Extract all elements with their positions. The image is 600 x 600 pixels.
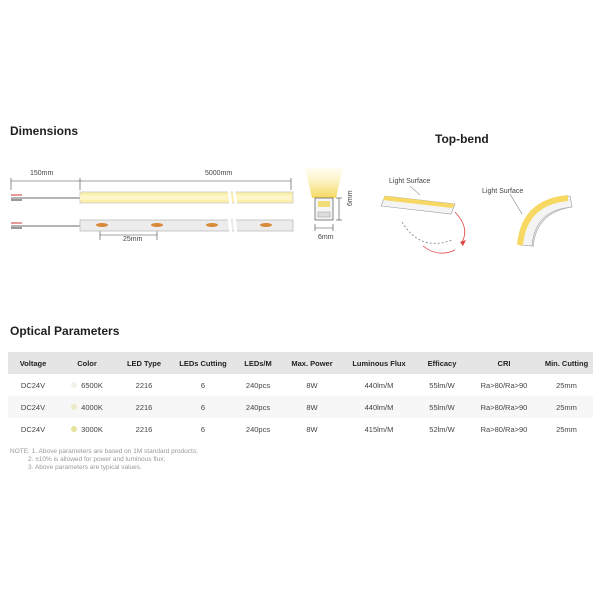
table-header-row [8,352,593,374]
height-label: 6mm [347,190,354,206]
cell-cri: Ra>80/Ra>90 [468,396,540,418]
cell-efficacy: 52lm/W [429,424,455,434]
cell-efficacy: 55lm/W [429,380,455,390]
dimensions-title: Dimensions [10,124,79,138]
color-swatch-icon [71,426,77,432]
cell-color-label: 6500K [81,380,103,390]
light-surface-label-right: Light Surface [482,188,524,195]
header-cri: CRI [468,352,540,374]
cell-color [58,396,116,418]
header-voltage: Voltage [8,352,58,374]
optical-parameters-title: Optical Parameters [10,324,120,338]
cell-color [58,374,116,396]
cell-max-power: 8W [306,424,318,434]
header-leds-per-m: LEDs/M [234,352,282,374]
note-line: 2. ±10% is allowed for power and luminous flux; [28,456,166,463]
lead-length-label: 150mm [30,170,54,177]
header-led-type: LED Type [116,352,172,374]
light-surface-label-left: Light Surface [389,178,431,185]
notes [10,448,198,472]
cut-spacing-label: 25mm [123,236,143,243]
cell-luminous-flux: 440lm/M [342,396,416,418]
cell-led-type: 2216 [135,424,153,434]
cell-leds-cutting: 6 [172,396,234,418]
color-swatch-icon [71,404,77,410]
header-max-power: Max. Power [282,352,342,374]
header-color: Color [58,352,116,374]
optical-parameters-table [8,352,593,440]
table-row [8,374,593,396]
cell-min-cutting: 25mm [556,424,577,434]
header-min-cutting: Min. Cutting [540,352,593,374]
cell-luminous-flux: 415lm/M [364,424,394,434]
cell-color-label: 3000K [81,424,103,434]
cell-voltage: DC24V [8,396,58,418]
cell-leds-per-m: 240pcs [245,380,271,390]
cell-cri: Ra>80/Ra>90 [480,380,528,390]
cell-led-type: 2216 [135,380,153,390]
cell-voltage: DC24V [20,380,46,390]
cell-leds-cutting: 6 [200,380,206,390]
cell-color [58,418,116,440]
table-row [8,418,593,440]
cell-luminous-flux: 440lm/M [364,380,394,390]
topbend-title: Top-bend [435,132,489,146]
cell-voltage: DC24V [20,424,46,434]
cell-leds-cutting: 6 [200,424,206,434]
cell-cri: Ra>80/Ra>90 [480,424,528,434]
cell-leds-per-m: 240pcs [245,424,271,434]
cell-min-cutting: 25mm [556,380,577,390]
cell-led-type: 2216 [116,396,172,418]
note-line: 3. Above parameters are typical values. [28,464,142,471]
color-swatch-icon [71,382,77,388]
cell-efficacy: 55lm/W [416,396,468,418]
header-leds-cutting: LEDs Cutting [172,352,234,374]
header-luminous-flux: Luminous Flux [342,352,416,374]
note-line: NOTE: 1. Above parameters are based on 1M standard products; [10,448,198,455]
header-efficacy: Efficacy [416,352,468,374]
cell-max-power: 8W [282,396,342,418]
cell-min-cutting: 25mm [540,396,593,418]
cell-color-label: 4000K [81,402,103,412]
cell-max-power: 8W [306,380,318,390]
table-row [8,396,593,418]
bent-strip-illustration [510,194,572,247]
straight-strip-illustration [381,186,466,253]
strip-length-label: 5000mm [205,170,233,177]
width-label: 6mm [318,234,334,241]
cell-leds-per-m: 240pcs [234,396,282,418]
